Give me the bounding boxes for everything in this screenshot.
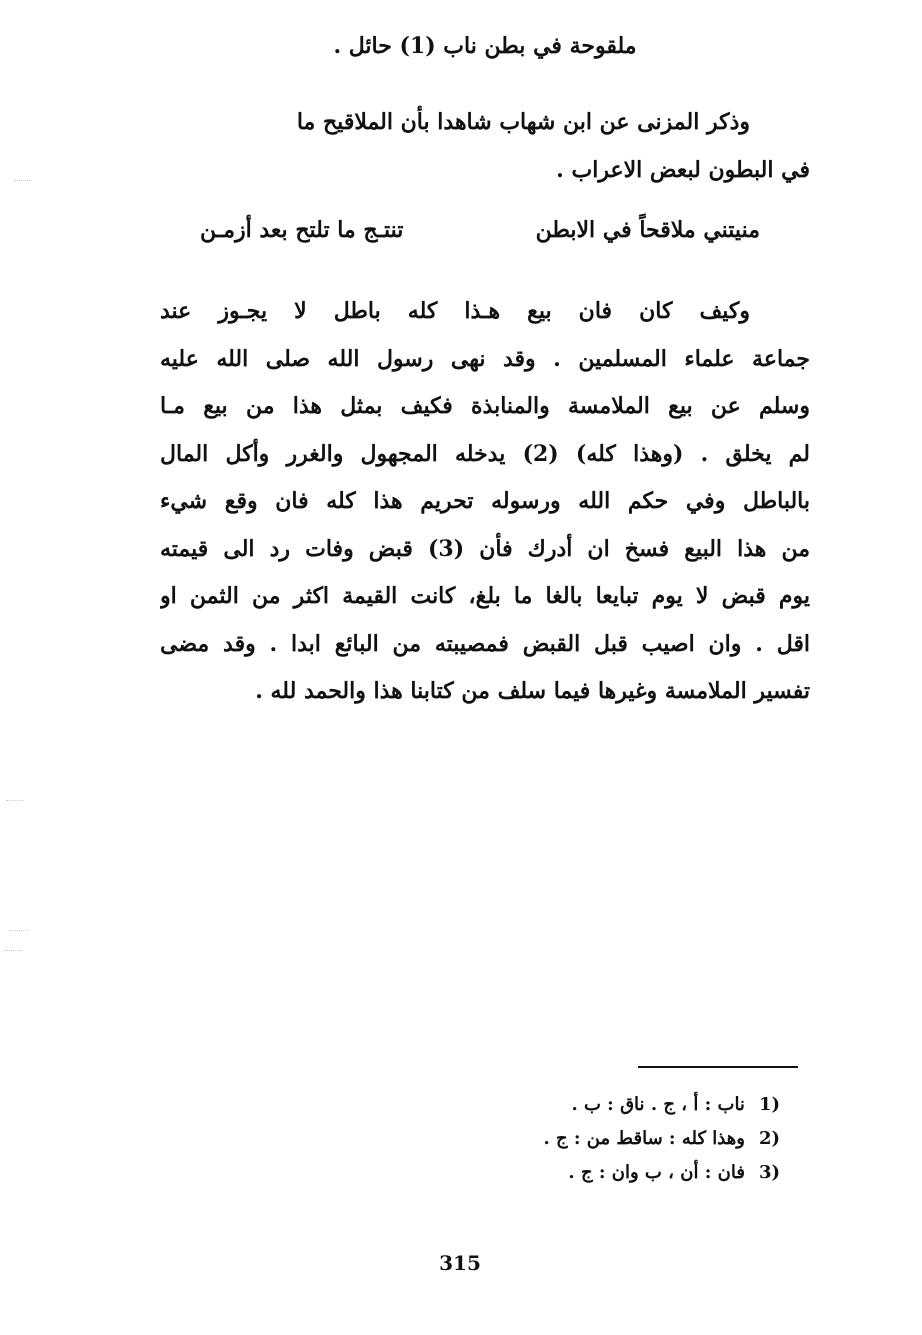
- body-line: من هذا البيع فسخ ان أدرك فأن (3) قبض وفات رد الى قيمته: [160, 535, 810, 562]
- footnote-item: [440, 1088, 780, 1122]
- scan-artifact: [10, 930, 28, 939]
- body-line: جماعة علماء المسلمين . وقد نهى رسول الله صلى الله عليه: [160, 345, 810, 372]
- body-line: يوم قبض لا يوم تبايعا بالغا ما بلغ، كانت القيمة اكثر من الثمن او: [160, 583, 810, 609]
- footnote-text: وهذا كله : ساقط من : ج .: [543, 1128, 745, 1149]
- footnote-item: [440, 1156, 780, 1190]
- footnote-number: (2: [758, 1128, 780, 1149]
- intro-paragraph: [160, 98, 810, 194]
- scan-artifact: [14, 180, 32, 189]
- poetry-verse: [200, 210, 760, 250]
- body-line: اقل . وان اصيب قبل القبض فمصيبته من البائع ابدا . وقد مضى: [160, 630, 810, 657]
- footnote-number: (3: [758, 1162, 780, 1183]
- footnote-text: فان : أن ، ب وان : ج .: [568, 1162, 745, 1183]
- scan-artifact: [4, 950, 22, 959]
- body-line: تفسير الملامسة وغيرها فيما سلف من كتابنا هذا والحمد لله .: [255, 678, 810, 704]
- body-line: بالباطل وفي حكم الله ورسوله تحريم هذا كله فان وقع شيء: [160, 488, 810, 514]
- footnotes: [440, 1088, 780, 1190]
- main-paragraph: [160, 288, 810, 716]
- footnote-item: [440, 1122, 780, 1156]
- footnote-number: (1: [758, 1094, 780, 1115]
- verse-first-hemistich: منيتني ملاقحاً في الابطن: [535, 217, 760, 243]
- intro-line: وذكر المزنى عن ابن شهاب شاهدا بأن الملاقيح ما: [296, 109, 750, 135]
- scan-artifact: [6, 800, 24, 809]
- body-line: وكيف كان فان بيع هـذا كله باطل لا يجـوز عند: [160, 298, 750, 324]
- footnote-text: ناب : أ ، ج . ناق : ب .: [571, 1094, 745, 1115]
- body-line: وسلم عن بيع الملامسة والمنابذة فكيف بمثل هذا من بيع مـا: [160, 393, 810, 419]
- body-line: لم يخلق . (وهذا كله) (2) يدخله المجهول والغرر وأكل المال: [160, 440, 810, 467]
- page-heading: ملقوحة في بطن ناب (1) حائل .: [333, 33, 637, 59]
- footnote-divider: [638, 1066, 798, 1068]
- intro-line: في البطون لبعض الاعراب .: [556, 157, 810, 183]
- page-number: 315: [439, 1251, 481, 1275]
- verse-second-hemistich: تنتـج ما تلتح بعد أزمـن: [200, 217, 404, 243]
